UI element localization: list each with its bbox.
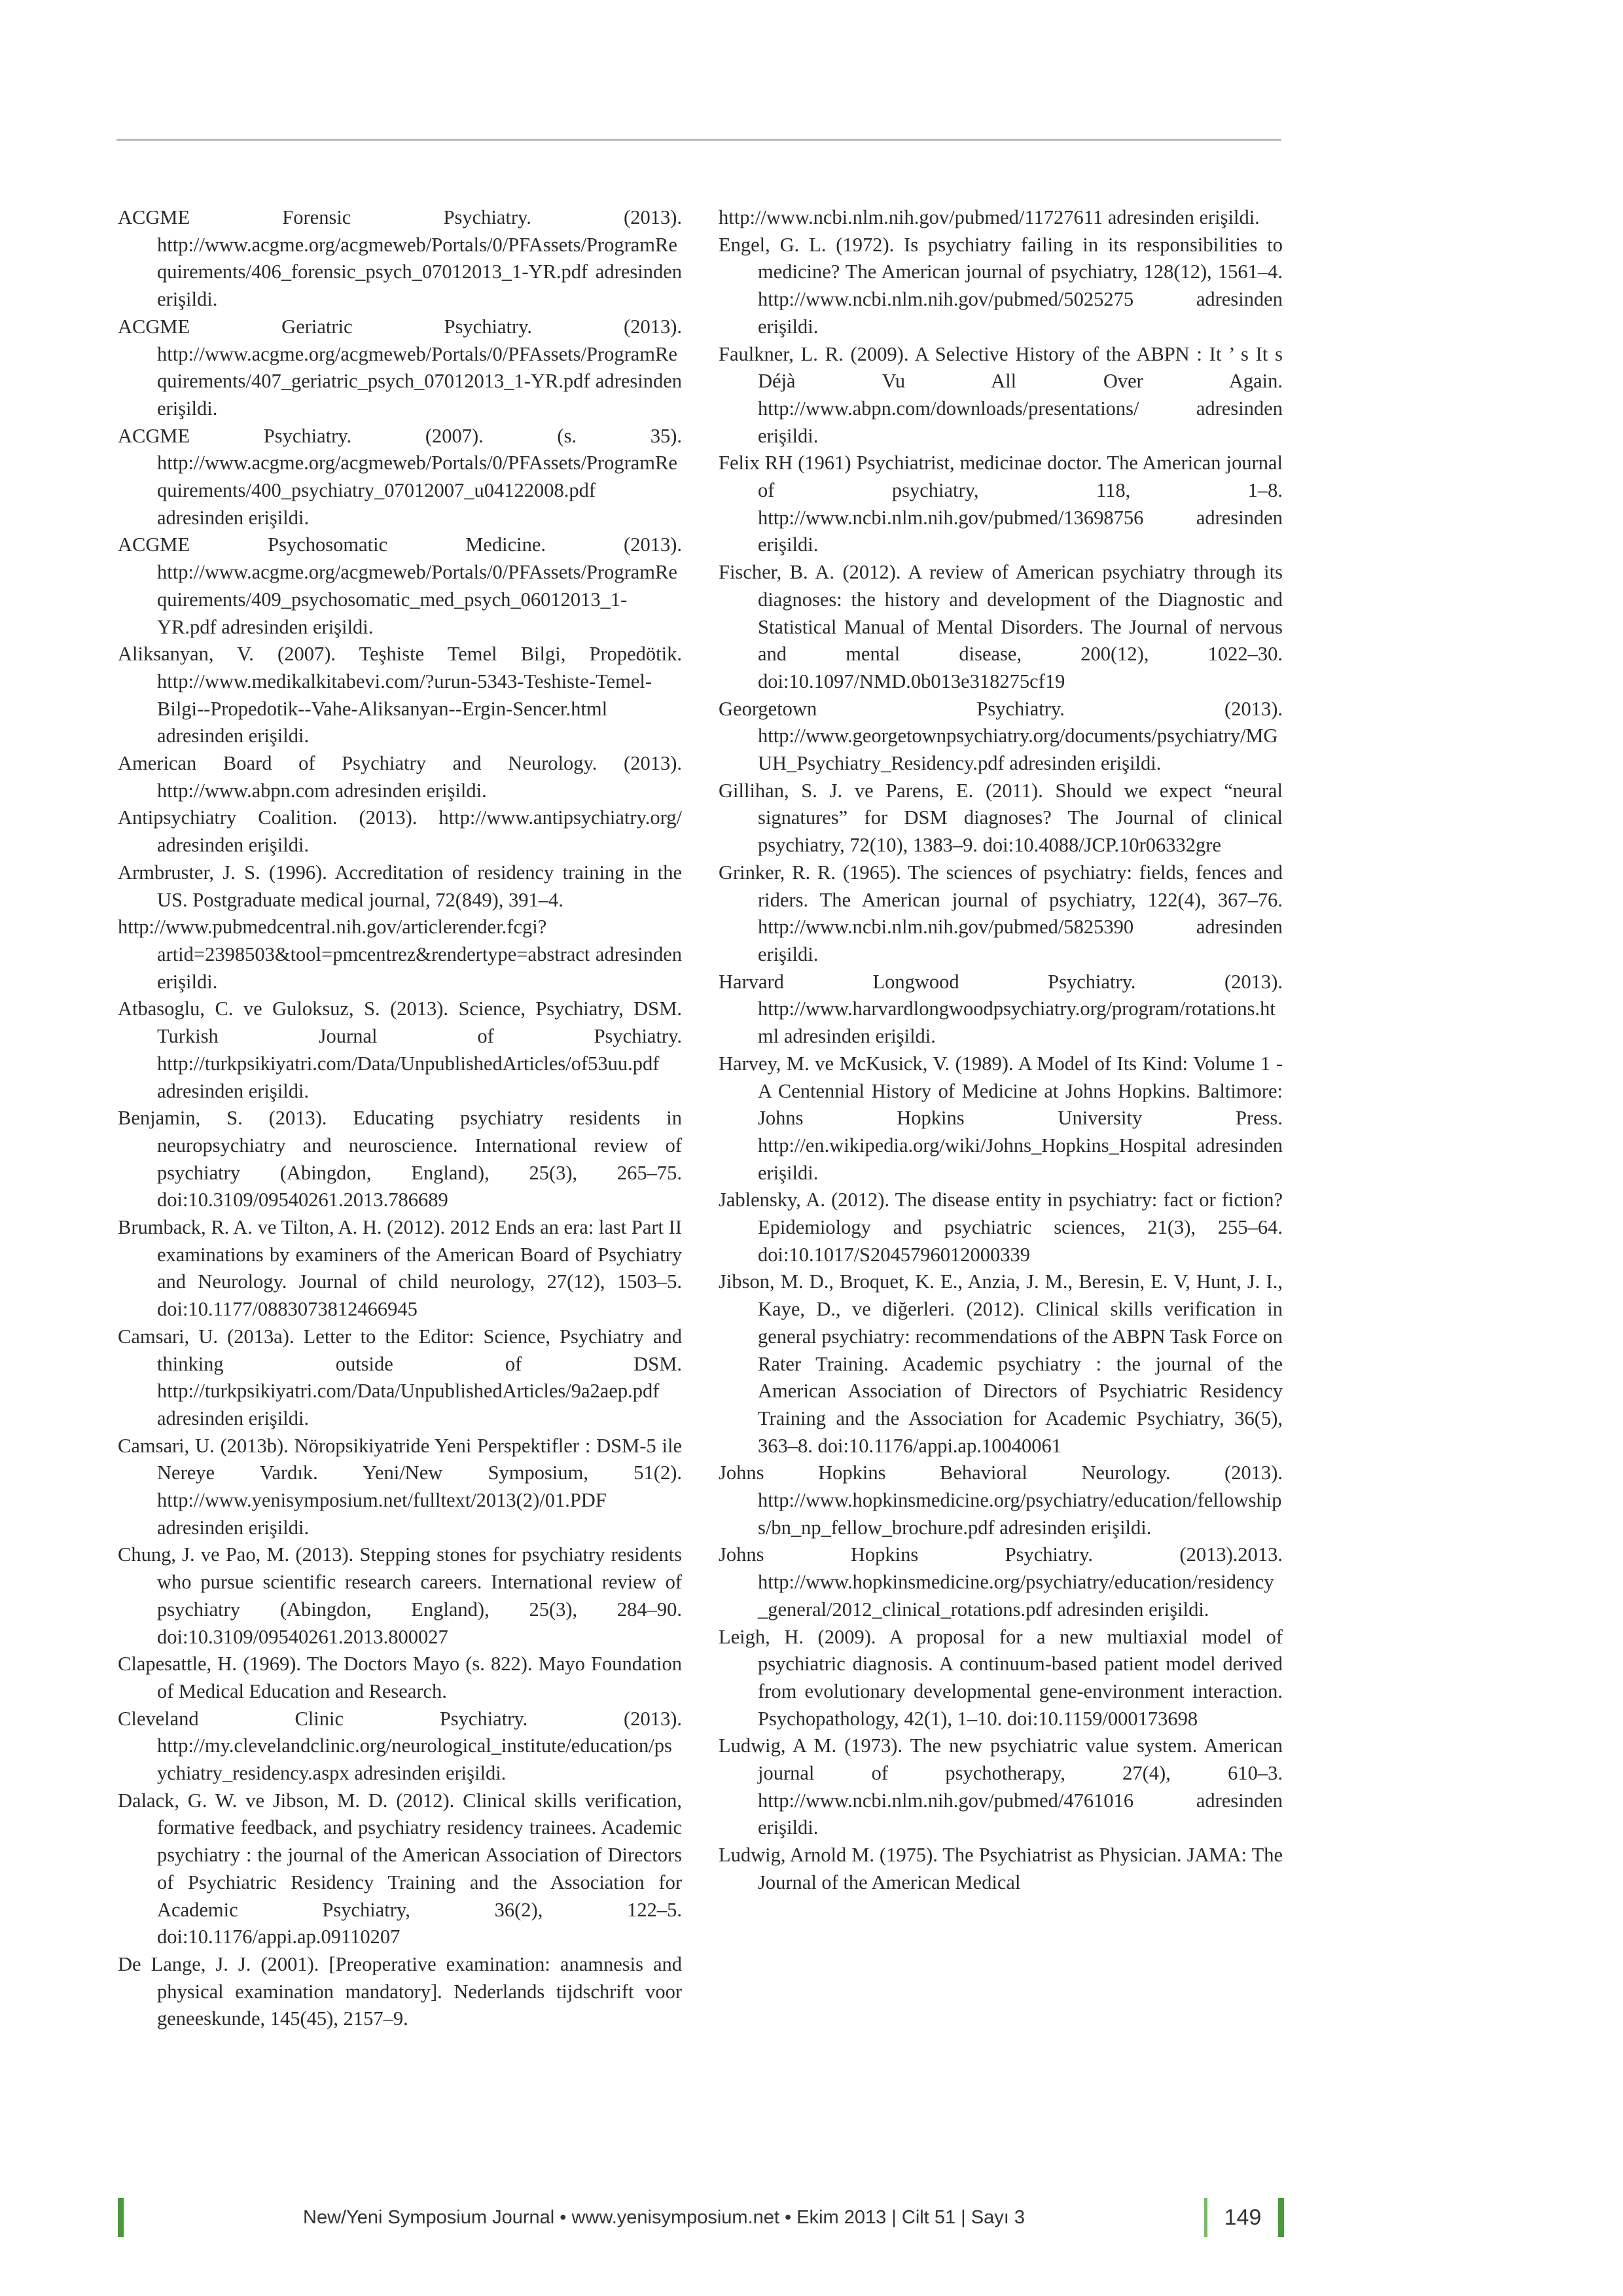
references-right-column — [719, 204, 1283, 1897]
reference-item: American Board of Psychiatry and Neurology. (2013). http://www.abpn.com adresinden erişildi. — [118, 752, 682, 802]
reference-item: Clapesattle, H. (1969). The Doctors Mayo (s. 822). Mayo Foundation of Medical Education and Research. — [118, 1653, 682, 1702]
reference-item: ACGME Forensic Psychiatry. (2013). http://www.acgme.org/acgmeweb/Portals/0/PFAssets/ProgramRequirements/406_forensic_psych_07012013_1-YR.pdf adresinden erişildi. — [118, 206, 682, 311]
reference-item: Gillihan, S. J. ve Parens, E. (2011). Should we expect “neural signatures” for DSM diagnoses? The Journal of clinical psychiatry, 72(10), 1383–9. doi:10.4088/JCP.10r06332gre — [719, 779, 1283, 857]
page-footer — [118, 2198, 1284, 2237]
reference-item: Jablensky, A. (2012). The disease entity in psychiatry: fact or fiction? Epidemiology and psychiatric sciences, 21(3), 255–64. doi:10.1017/S2045796012000339 — [719, 1189, 1283, 1266]
page-number: 149 — [1224, 2205, 1262, 2230]
reference-item: http://www.ncbi.nlm.nih.gov/pubmed/11727611 adresinden erişildi. — [719, 206, 1260, 228]
reference-item: Jibson, M. D., Broquet, K. E., Anzia, J. M., Beresin, E. V, Hunt, J. I., Kaye, D., ve diğerleri. (2012). Clinical skills verification in general psychiatry: recommendations of the ABPN Task Force on Rater Training. Academic psychiatry : the journal of the American Association of Directors of Psychiatric Residency Training and the Association for Academic Psychiatry, 36(5), 363–8. doi:10.1176/appi.ap.10040061 — [719, 1270, 1283, 1457]
reference-item: Ludwig, A M. (1973). The new psychiatric value system. American journal of psychotherapy, 27(4), 610–3. http://www.ncbi.nlm.nih.gov/pubmed/4761016 adresinden erişildi. — [719, 1734, 1283, 1839]
reference-item: Antipsychiatry Coalition. (2013). http://www.antipsychiatry.org/ adresinden erişildi. — [118, 806, 682, 857]
reference-item: http://www.pubmedcentral.nih.gov/articlerender.fcgi?artid=2398503&tool=pmcentrez&rendertype=abstract adresinden erişildi. — [118, 916, 682, 993]
reference-item: Camsari, U. (2013a). Letter to the Editor: Science, Psychiatry and thinking outside of DSM. http://turkpsikiyatri.com/Data/UnpublishedArticles/9a2aep.pdf adresinden erişildi. — [118, 1325, 682, 1429]
reference-item: Aliksanyan, V. (2007). Teşhiste Temel Bilgi, Propedötik. http://www.medikalkitabevi.com/?urun-5343-Teshiste-Temel-Bilgi--Propedotik--Vahe-Aliksanyan--Ergin-Sencer.html adresinden erişildi. — [118, 643, 682, 747]
reference-item: Ludwig, Arnold M. (1975). The Psychiatrist as Physician. JAMA: The Journal of the American Medical — [719, 1844, 1283, 1893]
reference-item: Atbasoglu, C. ve Guloksuz, S. (2013). Science, Psychiatry, DSM. Turkish Journal of Psychiatry. http://turkpsikiyatri.com/Data/UnpublishedArticles/of53uu.pdf adresinden erişildi. — [118, 997, 682, 1102]
reference-item: Harvey, M. ve McKusick, V. (1989). A Model of Its Kind: Volume 1 - A Centennial History of Medicine at Johns Hopkins. Baltimore: Johns Hopkins University Press. http://en.wikipedia.org/wiki/Johns_Hopkins_Hospital adresinden erişildi. — [719, 1052, 1283, 1184]
footer-journal-info: New/Yeni Symposium Journal • www.yenisymposium.net • Ekim 2013 | Cilt 51 | Sayı 3 — [303, 2207, 1025, 2228]
reference-item: Johns Hopkins Behavioral Neurology. (2013). http://www.hopkinsmedicine.org/psychiatry/education/fellowships/bn_np_fellow_brochure.pdf adresinden erişildi. — [719, 1462, 1283, 1539]
references-left-column — [118, 204, 682, 2033]
reference-item: Felix RH (1961) Psychiatrist, medicinae doctor. The American journal of psychiatry, 118, 1–8. http://www.ncbi.nlm.nih.gov/pubmed/13698756 adresinden erişildi. — [719, 452, 1283, 556]
reference-item: De Lange, J. J. (2001). [Preoperative examination: anamnesis and physical examination mandatory]. Nederlands tijdschrift voor geneeskunde, 145(45), 2157–9. — [118, 1953, 682, 2030]
reference-item: Engel, G. L. (1972). Is psychiatry failing in its responsibilities to medicine? The American journal of psychiatry, 128(12), 1561–4. http://www.ncbi.nlm.nih.gov/pubmed/5025275 adresinden erişildi. — [719, 233, 1283, 338]
reference-item: ACGME Psychosomatic Medicine. (2013). http://www.acgme.org/acgmeweb/Portals/0/PFAssets/ProgramRequirements/409_psychosomatic_med_psych_06012013_1-YR.pdf adresinden erişildi. — [118, 533, 682, 638]
reference-item: ACGME Psychiatry. (2007). (s. 35). http://www.acgme.org/acgmeweb/Portals/0/PFAssets/ProgramRequirements/400_psychiatry_07012007_u04122008.pdf adresinden erişildi. — [118, 424, 682, 529]
reference-item: Brumback, R. A. ve Tilton, A. H. (2012). 2012 Ends an era: last Part II examinations by examiners of the American Board of Psychiatry and Neurology. Journal of child neurology, 27(12), 1503–5. doi:10.1177/0883073812466945 — [118, 1216, 682, 1321]
reference-item: Cleveland Clinic Psychiatry. (2013). http://my.clevelandclinic.org/neurological_institute/education/psychiatry_residency.aspx adresinden erişildi. — [118, 1707, 682, 1785]
reference-item: Georgetown Psychiatry. (2013). http://www.georgetownpsychiatry.org/documents/psychiatry/MGUH_Psychiatry_Residency.pdf adresinden erişildi. — [719, 697, 1283, 775]
reference-item: Fischer, B. A. (2012). A review of American psychiatry through its diagnoses: the history and development of the Diagnostic and Statistical Manual of Mental Disorders. The Journal of nervous and mental disease, 200(12), 1022–30. doi:10.1097/NMD.0b013e318275cf19 — [719, 561, 1283, 692]
reference-item: Leigh, H. (2009). A proposal for a new multiaxial model of psychiatric diagnosis. A continuum-based patient model derived from evolutionary developmental gene-environment interaction. Psychopathology, 42(1), 1–10. doi:10.1159/000173698 — [719, 1625, 1283, 1730]
reference-item: Faulkner, L. R. (2009). A Selective History of the ABPN : It ’ s It s Déjà Vu All Over Again. http://www.abpn.com/downloads/presentations/ adresinden erişildi. — [719, 342, 1283, 447]
reference-item: Dalack, G. W. ve Jibson, M. D. (2012). Clinical skills verification, formative feedback, and psychiatry residency trainees. Academic psychiatry : the journal of the American Association of Directors of Psychiatric Residency Training and the Association for Academic Psychiatry, 36(2), 122–5. doi:10.1176/appi.ap.09110207 — [118, 1789, 682, 1948]
header-rule — [116, 139, 1281, 141]
footer-accent-bar — [118, 2198, 124, 2237]
reference-item: Armbruster, J. S. (1996). Accreditation of residency training in the US. Postgraduate medical journal, 72(849), 391–4. — [118, 861, 682, 911]
reference-item: Chung, J. ve Pao, M. (2013). Stepping stones for psychiatry residents who pursue scientific research careers. International review of psychiatry (Abingdon, England), 25(3), 284–90. doi:10.3109/09540261.2013.800027 — [118, 1543, 682, 1648]
reference-item: Harvard Longwood Psychiatry. (2013). http://www.harvardlongwoodpsychiatry.org/program/rotations.html adresinden erişildi. — [719, 970, 1283, 1048]
reference-item: ACGME Geriatric Psychiatry. (2013). http://www.acgme.org/acgmeweb/Portals/0/PFAssets/ProgramRequirements/407_geriatric_psych_07012013_1-YR.pdf adresinden erişildi. — [118, 315, 682, 420]
reference-item: Benjamin, S. (2013). Educating psychiatry residents in neuropsychiatry and neuroscience. International review of psychiatry (Abingdon, England), 25(3), 265–75. doi:10.3109/09540261.2013.786689 — [118, 1107, 682, 1211]
reference-item: Johns Hopkins Psychiatry. (2013).2013. http://www.hopkinsmedicine.org/psychiatry/education/residency_general/2012_clinical_rotations.pdf adresinden erişildi. — [719, 1543, 1283, 1621]
footer-accent-bar — [1278, 2198, 1284, 2237]
reference-item: Grinker, R. R. (1965). The sciences of psychiatry: fields, fences and riders. The American journal of psychiatry, 122(4), 367–76. http://www.ncbi.nlm.nih.gov/pubmed/5825390 adresinden erişildi. — [719, 861, 1283, 965]
reference-item: Camsari, U. (2013b). Nöropsikiyatride Yeni Perspektifler : DSM-5 ile Nereye Vardık. Yeni/New Symposium, 51(2). http://www.yenisymposium.net/fulltext/2013(2)/01.PDF adresinden erişildi. — [118, 1434, 682, 1539]
